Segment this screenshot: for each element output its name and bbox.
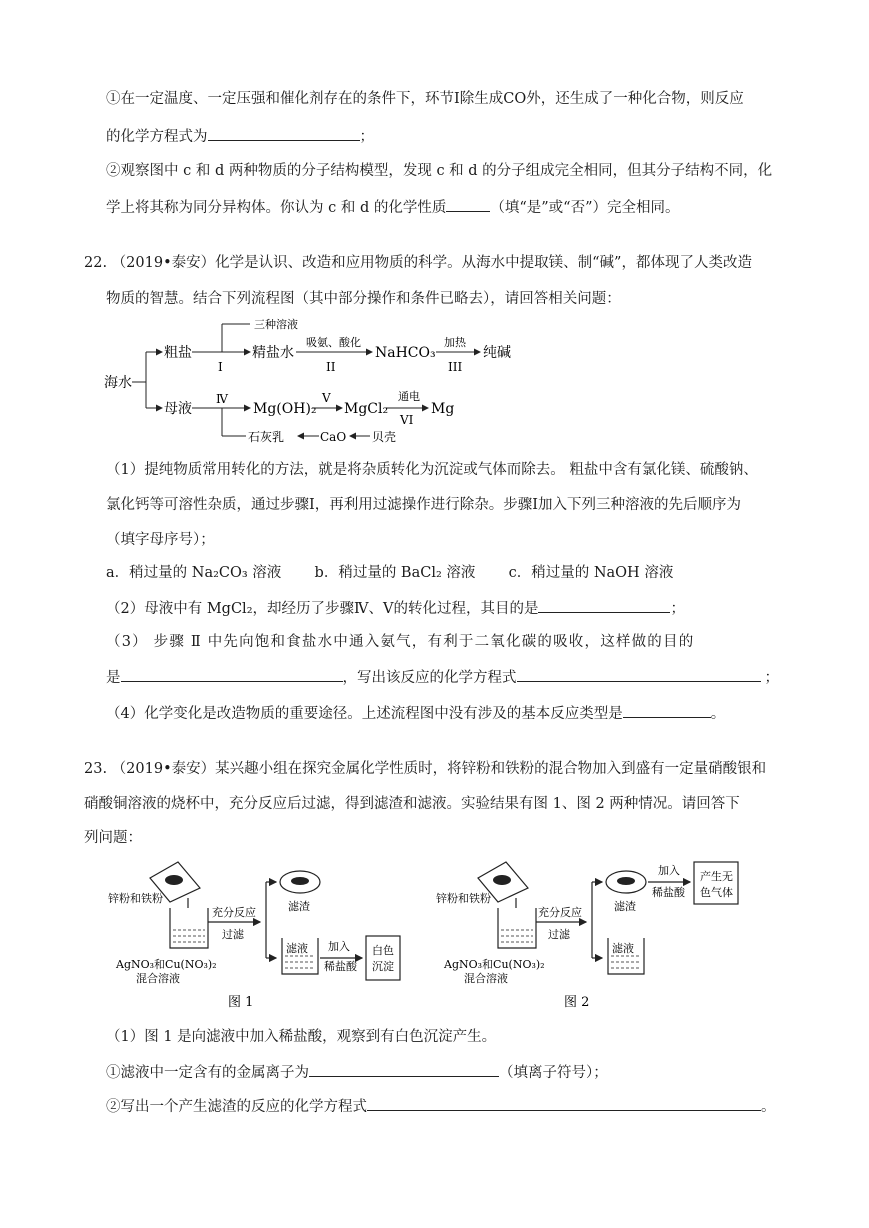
q22-flow-diagram [100,316,520,448]
label-ammonia-acid: 吸氨、酸化 [306,336,361,349]
q23-q1-text: ①滤液中一定含有的金属离子为 [106,1065,309,1081]
q22-part3-a: （3） 步骤 Ⅱ 中先向饱和食盐水中通入氨气，有利于二氧化碳的吸收，这样做的目的 [106,634,695,650]
label-hcl-2: 稀盐酸 [652,886,685,899]
q22-part1-c: （填字母序号）； [106,532,215,548]
label-react-2: 充分反应 [538,906,582,919]
node-lime-milk: 石灰乳 [248,430,285,444]
q23-heading-b: 硝酸铜溶液的烧杯中，充分反应后过滤，得到滤渣和滤液。实验结果有图 1、图 2 两种情况。请回答下 [84,796,740,812]
q23-part1-q1 [106,1062,608,1083]
q22-part3-mid: ，写出该反应的化学方程式 [342,670,517,686]
q21-statement-2a: ②观察图中 c 和 d 两种物质的分子结构模型，发现 c 和 d 的分子组成完全相同，但其分子结构不同，化 [106,163,773,179]
node-crude-salt: 粗盐 [164,345,192,361]
q22-options [106,563,673,583]
node-shell: 贝壳 [372,430,397,444]
result-text-3: 产生无 [700,870,733,883]
label-step-2: II [326,360,336,374]
q21-statement-1a: ①在一定温度、一定压强和催化剂存在的条件下，环节Ⅰ除生成CO外，还生成了一种化合物，则反应 [106,91,744,107]
node-seawater: 海水 [104,375,132,391]
node-soda: 纯碱 [483,345,511,361]
option-b: b．稍过量的 BaCl₂ 溶液 [314,565,476,581]
q23-figure-1 [108,858,408,1016]
q21-label-2: 学上将其称为同分异构体。你认为 c 和 d 的化学性质 [106,200,447,216]
q22-punct-2: ； [764,670,779,686]
result-text-1: 白色 [372,944,394,957]
node-nahco3: NaHCO₃ [375,345,436,361]
label-step-6: VI [400,413,414,427]
q23-part1: （1）图 1 是向滤液中加入稀盐酸，观察到有白色沉淀产生。 [106,1029,497,1045]
q22-part2-blank[interactable] [538,598,670,613]
node-brine: 精盐水 [252,345,294,361]
q22-punct-3: 。 [710,706,726,722]
option-c: c．稍过量的 NaOH 溶液 [508,565,674,581]
q23-part1-q2 [106,1096,776,1117]
label-heat: 加热 [444,336,466,349]
figure-2-caption: 图 2 [564,995,590,1010]
q23-q2-text: ②写出一个产生滤渣的反应的化学方程式 [106,1099,367,1115]
label-add-2: 加入 [658,864,680,877]
q22-part2 [106,598,685,619]
label-step-3: III [448,360,463,374]
label-filtrate-2: 滤液 [612,942,634,955]
q22-part3-blank-2[interactable] [517,667,761,682]
q22-part4-blank[interactable] [623,703,711,718]
q21-statement-1b [106,126,374,147]
node-mgcl2: MgCl₂ [344,401,389,417]
q21-answer-blank-1[interactable] [208,126,360,141]
label-solution-4: 混合溶液 [464,972,508,985]
label-react: 充分反应 [212,906,256,919]
label-filter: 过滤 [222,928,244,941]
label-filter-2: 过滤 [548,928,570,941]
figure-1-caption: 图 1 [228,995,254,1010]
q22-part4 [106,703,725,724]
q21-statement-2b [106,197,680,218]
label-step-1: I [218,360,223,374]
option-a: a．稍过量的 Na₂CO₃ 溶液 [106,565,282,581]
label-add: 加入 [328,940,350,953]
q22-part1-b: 氯化钙等可溶性杂质，通过步骤Ⅰ，再利用过滤操作进行除杂。步骤Ⅰ加入下列三种溶液的先后顺序为 [106,497,741,513]
q21-label: 的化学方程式为 [106,129,208,145]
q21-punct: ； [359,129,374,145]
label-electrify: 通电 [398,390,420,403]
q21-answer-blank-2[interactable] [446,197,490,212]
node-mother-liquor: 母液 [164,401,192,417]
q22-heading-a: 22. （2019•泰安）化学是认识、改造和应用物质的科学。从海水中提取镁、制“碱”，都体现了人类改造 [84,255,752,271]
result-text-4: 色气体 [700,886,733,899]
q22-part3-label: 是 [106,670,121,686]
label-filtrate: 滤液 [286,942,308,955]
label-step-4: Ⅳ [216,392,228,406]
label-three-solutions: 三种溶液 [254,318,298,331]
node-mgoh2: Mg(OH)₂ [253,401,317,417]
label-hcl: 稀盐酸 [324,960,357,973]
q22-heading-b: 物质的智慧。结合下列流程图（其中部分操作和条件已略去），请回答相关问题： [106,291,621,307]
q23-figure-2 [436,858,746,1016]
q22-part1-a: （1）提纯物质常用转化的方法，就是将杂质转化为沉淀或气体而除去。 粗盐中含有氯化镁、硫酸钠、 [106,462,758,478]
q23-punct: 。 [761,1099,776,1115]
result-text-2: 沉淀 [372,960,394,973]
label-powder: 锌粉和铁粉 [108,892,163,905]
q23-q2-blank[interactable] [367,1096,761,1111]
label-solution-3: AgNO₃和Cu(NO₃)₂ [444,958,545,971]
q22-part2-text: （2）母液中有 MgCl₂，却经历了步骤Ⅳ、Ⅴ的转化过程，其目的是 [106,601,539,617]
node-cao: CaO [320,430,347,444]
label-solution: AgNO₃和Cu(NO₃)₂ [116,958,217,971]
q23-heading-a: 23. （2019•泰安）某兴趣小组在探究金属化学性质时，将锌粉和铁粉的混合物加入到盛有一定量硝酸银和 [84,761,767,777]
q23-q1-blank[interactable] [309,1062,499,1077]
q22-punct: ； [670,601,685,617]
q23-heading-c: 列问题： [84,830,142,846]
label-residue-2: 滤渣 [614,900,636,913]
label-residue: 滤渣 [288,900,310,913]
q22-part4-text: （4）化学变化是改造物质的重要途径。上述流程图中没有涉及的基本反应类型是 [106,706,623,722]
q21-hint: （填“是”或“否”）完全相同。 [490,200,680,216]
q22-part3-b [106,667,779,688]
q23-q1-hint: （填离子符号）； [499,1065,608,1081]
label-powder-2: 锌粉和铁粉 [436,892,491,905]
node-mg: Mg [431,401,455,417]
q22-part3-blank-1[interactable] [121,667,343,682]
label-step-5: V [322,391,331,405]
label-solution-2: 混合溶液 [136,972,180,985]
